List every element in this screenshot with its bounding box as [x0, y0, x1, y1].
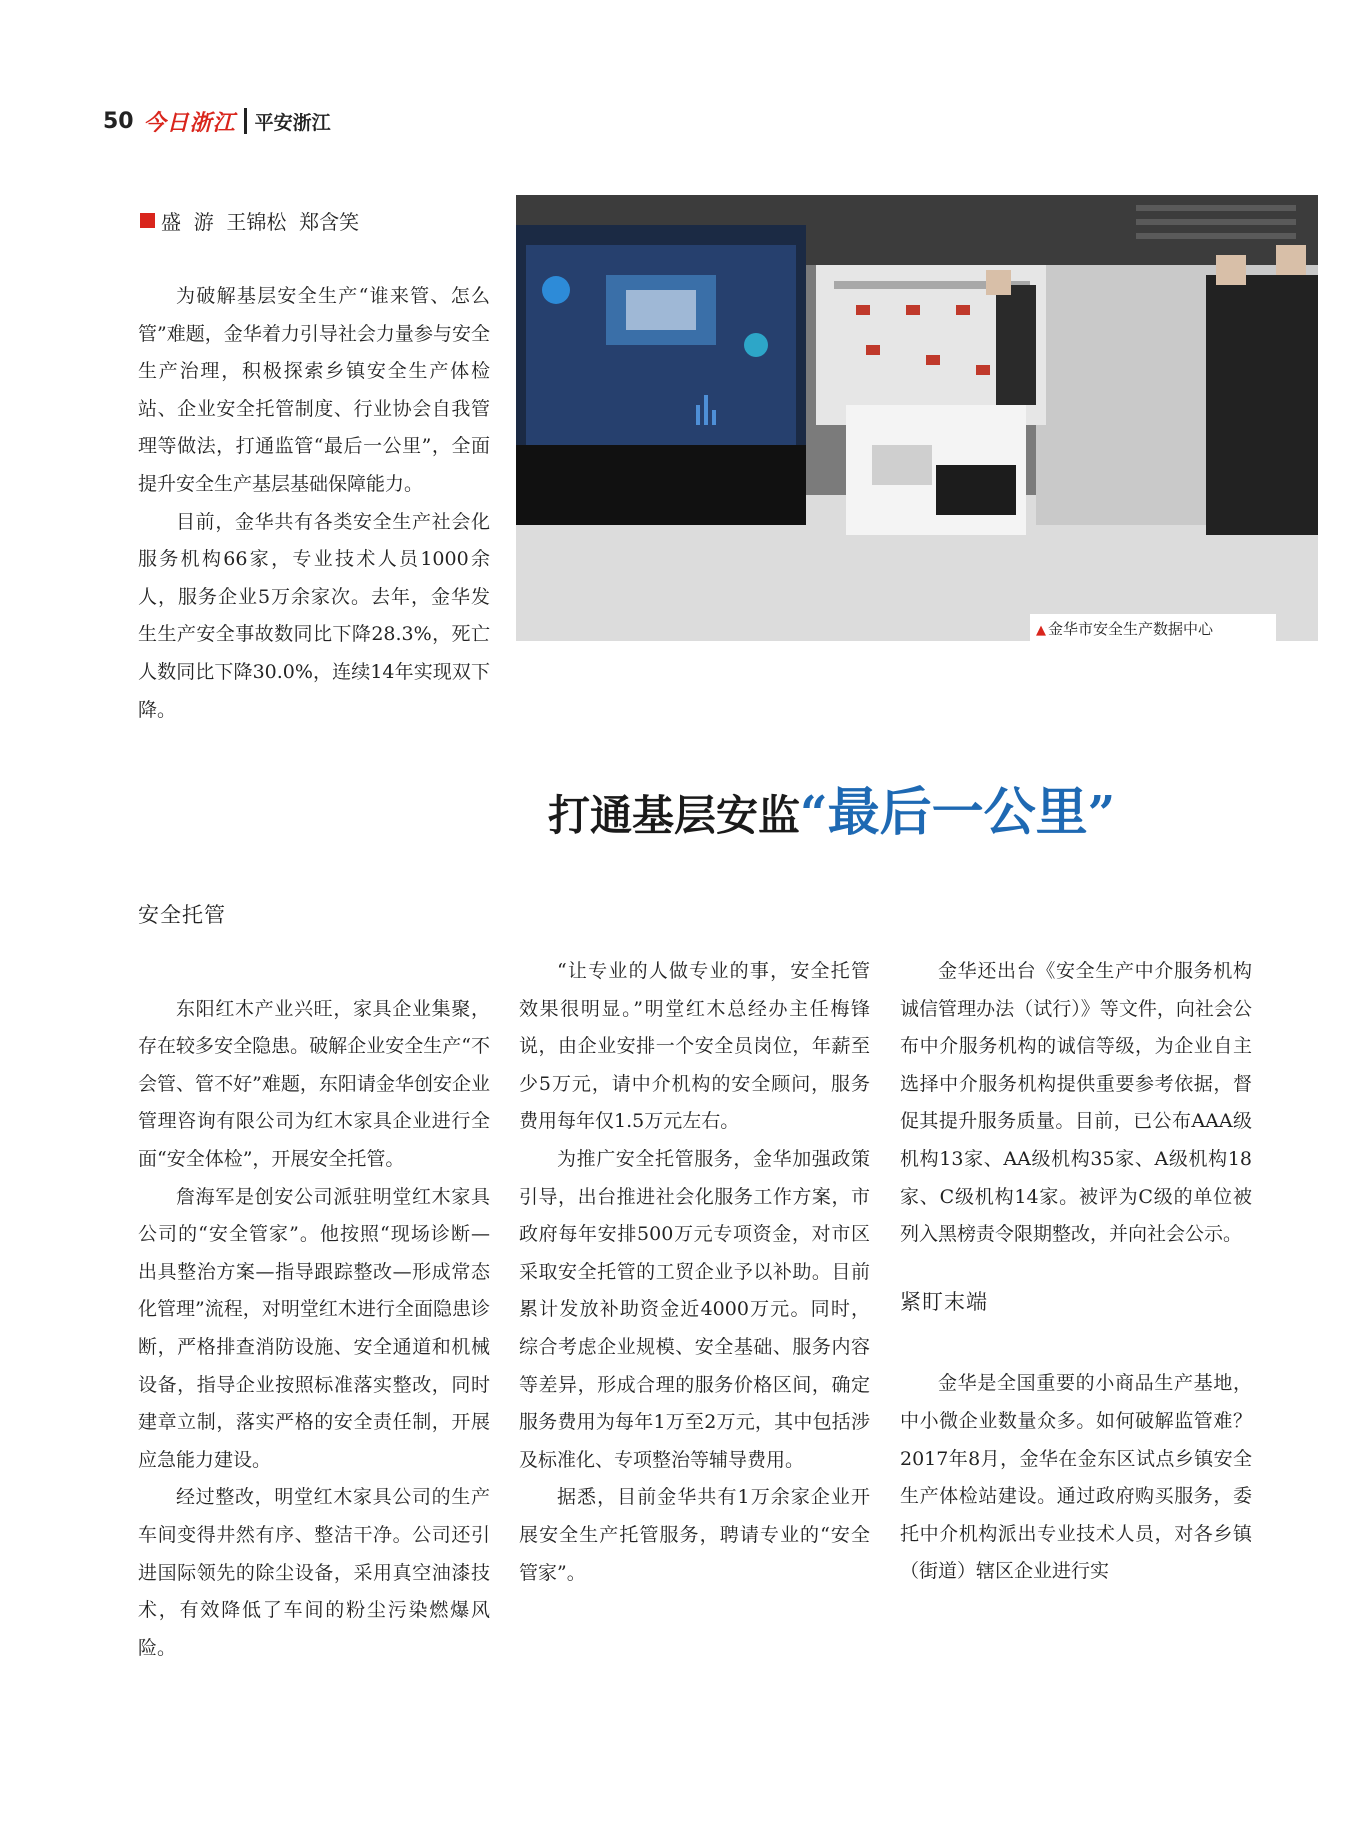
headline-open-quote: “: [800, 786, 828, 842]
section-name: 平安浙江: [254, 111, 331, 134]
column-1-body: [138, 897, 490, 1667]
photo-caption: [1030, 614, 1276, 644]
caption-text: 金华市安全生产数据中心: [1048, 620, 1214, 638]
paragraph: 金华还出台《安全生产中介服务机构诚信管理办法（试行）》等文件，向社会公布中介服务机构的诚信等级，为企业自主选择中介服务机构提供重要参考依据，督促其提升服务质量。目前，已公布AAA级机构13家、AA级机构35家、A级机构18家、C级机构14家。被评为C级的单位被列入黑榜责令限期整改，并向社会公示。: [900, 960, 1252, 1246]
magazine-logo: 今日浙江: [143, 109, 236, 136]
paragraph: 东阳红木产业兴旺，家具企业集聚，存在较多安全隐患。破解企业安全生产“不会管、管不好”难题，东阳请金华创安企业管理咨询有限公司为红木家具企业进行全面“安全体检”，开展安全托管。: [138, 997, 490, 1170]
column-1-intro: [138, 278, 490, 729]
headline: [548, 770, 1115, 845]
headline-part-2: 最后一公里: [827, 783, 1088, 843]
data-center-photo: [516, 195, 1318, 641]
section-heading: 安全托管: [138, 903, 226, 927]
paragraph: 目前，金华共有各类安全生产社会化服务机构66家，专业技术人员1000余人，服务企业5万余家次。去年，金华发生生产安全事故数同比下降28.3%，死亡人数同比下降30.0%，连续14年实现双下降。: [138, 510, 490, 721]
page-header: [103, 104, 331, 138]
author-line: [140, 206, 359, 235]
paragraph: 经过整改，明堂红木家具公司的生产车间变得井然有序、整洁干净。公司还引进国际领先的除尘设备，采用真空油漆技术，有效降低了车间的粉尘污染燃爆风险。: [138, 1486, 490, 1659]
paragraph: “让专业的人做专业的事，安全托管效果很明显。”明堂红木总经办主任梅锋说，由企业安排一个安全员岗位，年薪至少5万元，请中介机构的安全顾问，服务费用每年仅1.5万元左右。: [519, 960, 870, 1133]
triangle-icon: ▲: [1036, 623, 1046, 638]
paragraph: 为推广安全托管服务，金华加强政策引导，出台推进社会化服务工作方案，市政府每年安排500万元专项资金，对市区采取安全托管的工贸企业予以补助。目前累计发放补助资金近4000万元。同时，综合考虑企业规模、安全基础、服务内容等差异，形成合理的服务价格区间，确定服务费用为每年1万至2万元，其中包括涉及标准化、专项整治等辅导费用。: [519, 1147, 870, 1471]
headline-close-quote: ”: [1087, 786, 1116, 842]
column-3: [900, 953, 1252, 1591]
paragraph: 为破解基层安全生产“谁来管、怎么管”难题，金华着力引导社会力量参与安全生产治理，积极探索乡镇安全生产体检站、企业安全托管制度、行业协会自我管理等做法，打通监管“最后一公里”，全面提升安全生产基层基础保障能力。: [138, 285, 490, 495]
paragraph: 金华是全国重要的小商品生产基地，中小微企业数量众多。如何破解监管难？2017年8月，金华在金东区试点乡镇安全生产体检站建设。通过政府购买服务，委托中介机构派出专业技术人员，对各乡镇（街道）辖区企业进行实: [900, 1372, 1252, 1583]
header-divider: [244, 108, 247, 134]
section-heading: 紧盯末端: [900, 1289, 988, 1314]
author-names: 盛 游 王锦松 郑含笑: [161, 210, 360, 234]
paragraph: 据悉，目前金华共有1万余家企业开展安全生产托管服务，聘请专业的“安全管家”。: [519, 1486, 870, 1584]
paragraph: 詹海军是创安公司派驻明堂红木家具公司的“安全管家”。他按照“现场诊断—出具整治方案—指导跟踪整改—形成常态化管理”流程，对明堂红木进行全面隐患诊断，严格排查消防设施、安全通道和机械设备，指导企业按照标准落实整改，同时建章立制，落实严格的安全责任制，开展应急能力建设。: [138, 1185, 490, 1471]
column-2: [519, 953, 870, 1592]
photo-illustration: [516, 195, 1318, 641]
headline-part-1: 打通基层安监: [548, 791, 801, 840]
red-square-icon: [140, 213, 155, 228]
page-number: 50: [103, 108, 134, 134]
